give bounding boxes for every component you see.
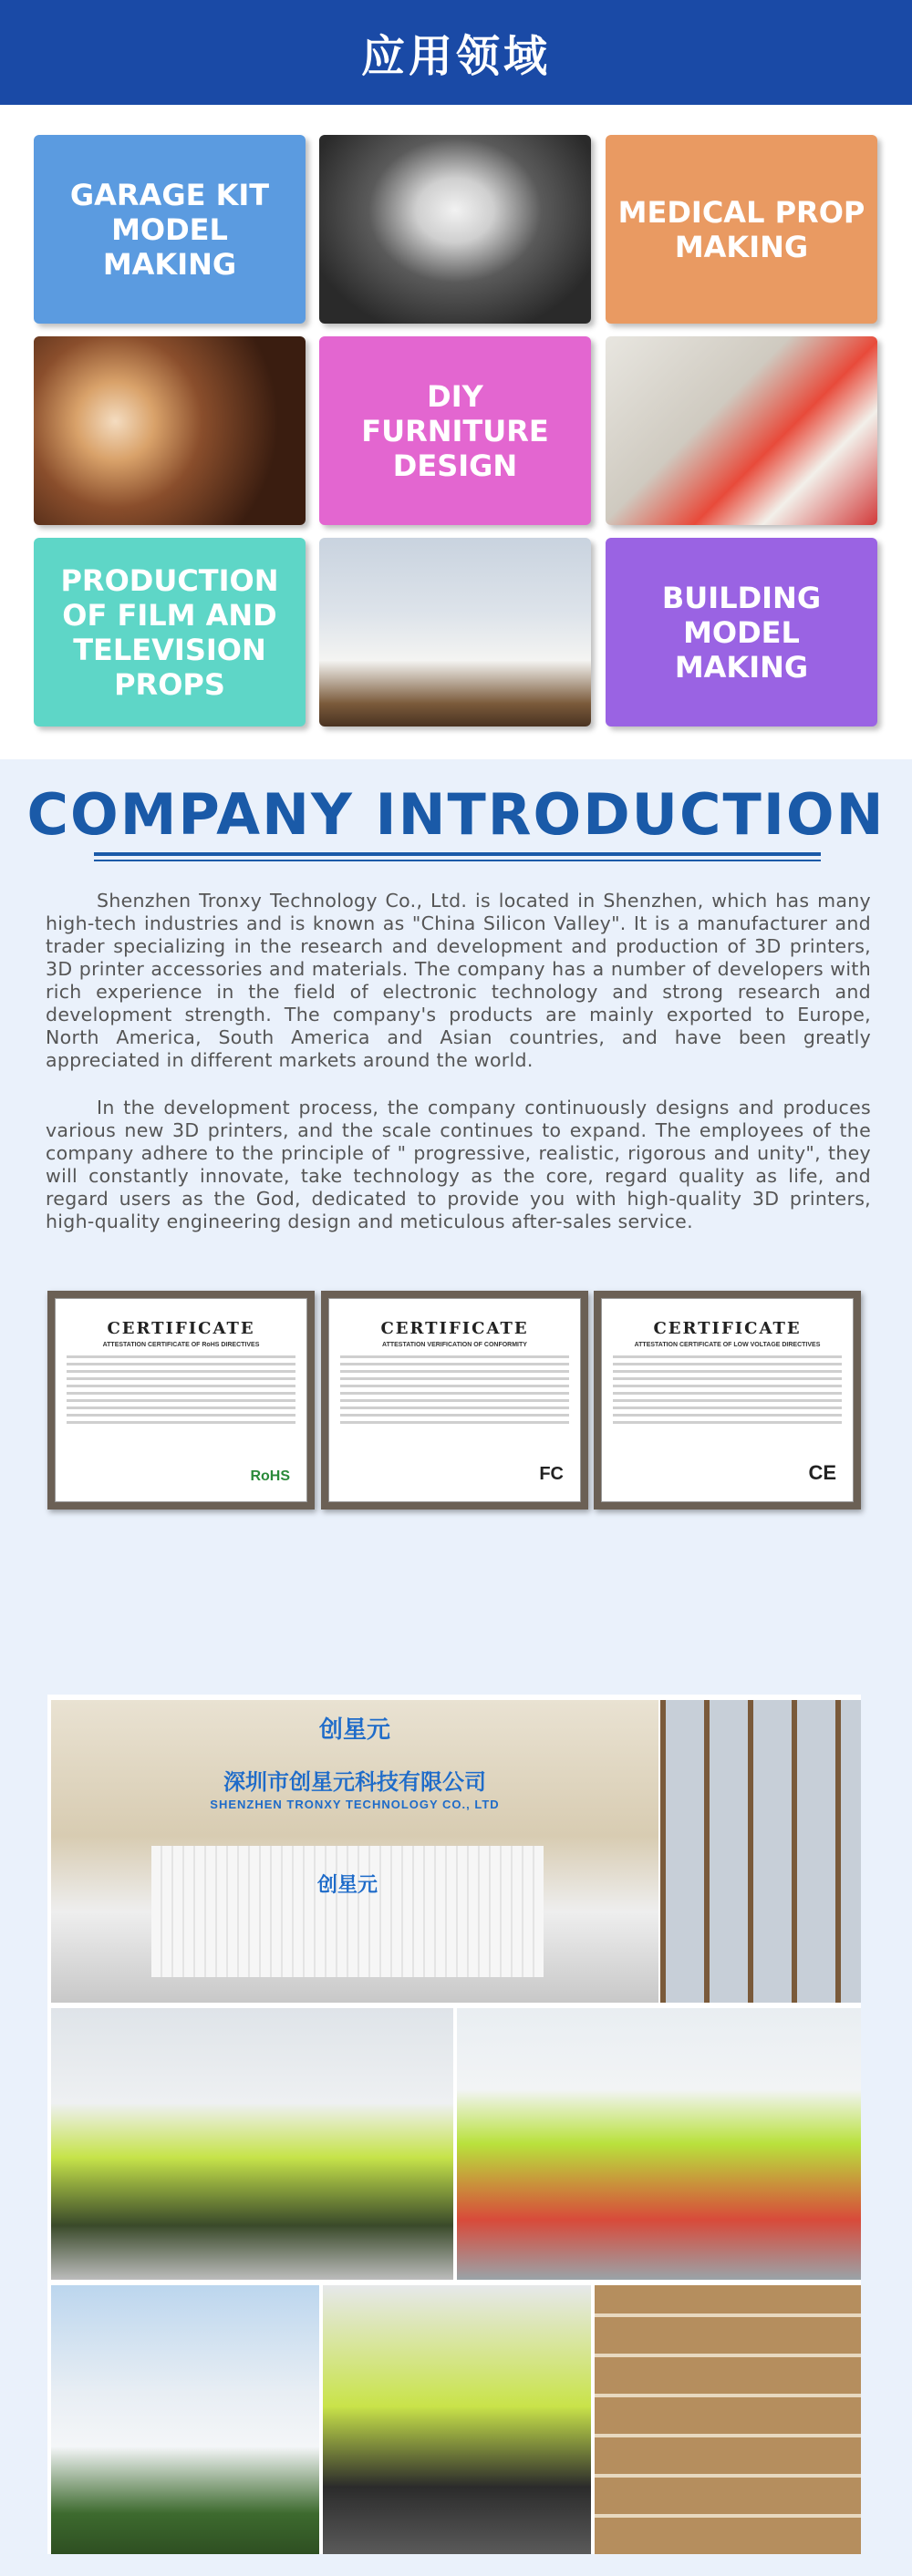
application-grid [34,135,878,726]
tile-label: BUILDING MODEL MAKING [661,580,822,685]
intro-paragraph-1: Shenzhen Tronxy Technology Co., Ltd. is located in Shenzhen, which has many high-tech industries and is known as "China Silicon Valley". It is a manufacturer and trader specializing in the research and development and production of 3D printers, 3D printer accessories and materials. The company has a number of developers with rich experience in the field of electronic technology and strong research and development strength. The company's products are mainly exported to Europe, North America, South America and Asian countries, and have been greatly appreciated in different markets around the world. [46,890,871,1071]
tile-garage-kit [34,135,306,324]
certificate-subtitle: ATTESTATION CERTIFICATE OF RoHS DIRECTIVES [102,1342,260,1348]
printer-lab-photo [457,2008,861,2280]
company-building-photo [51,2285,319,2554]
header-title: 应用领域 [360,31,551,82]
company-logo: 创星元 [318,1716,390,1744]
header-banner [0,0,912,105]
tile-label: GARAGE KIT MODEL MAKING [69,177,270,282]
company-heading: COMPANY INTRODUCTION [26,781,886,848]
certificate-ce [594,1291,861,1510]
certificate-rohs [47,1291,315,1510]
certificate-body [67,1355,295,1424]
batman-bust-photo [319,135,591,324]
reception-photo [51,1700,658,2003]
heading-underline [94,852,821,856]
tile-label: DIY FURNITURE DESIGN [361,378,549,483]
reception-sign [51,1764,658,1811]
tile-diy-furniture [319,336,591,525]
certificate-subtitle: ATTESTATION CERTIFICATE OF LOW VOLTAGE DIRECTIVES [634,1342,821,1348]
rohs-mark-icon: RoHS [250,1468,290,1484]
certificate-title: CERTIFICATE [380,1319,529,1338]
certificate-title: CERTIFICATE [653,1319,802,1338]
desk-logo: 创星元 [316,1873,378,1896]
reception-desk [151,1846,544,1977]
assembly-line-photo [323,2285,591,2554]
warehouse-boxes-photo [595,2285,861,2554]
certificate-title: CERTIFICATE [107,1319,255,1338]
heading-underline-thin [94,860,821,861]
tile-label: PRODUCTION OF FILM AND TELEVISION PROPS [60,562,279,702]
tile-building-model [606,538,877,726]
office-team-photo [51,2008,453,2280]
sign-chinese: 深圳市创星元科技有限公司 [223,1769,486,1795]
tile-film-props [34,538,306,726]
certificates [47,1291,861,1510]
fcc-mark-icon: FC [539,1464,564,1484]
certificate-wall-photo [660,1700,861,2003]
sign-english: SHENZHEN TRONXY TECHNOLOGY CO., LTD [210,1798,500,1811]
lamp-photo [34,336,306,525]
tile-label: MEDICAL PROP MAKING [617,194,865,264]
anatomy-models-photo [606,336,877,525]
intro-paragraph-2: In the development process, the company continuously designs and produces various new 3D printers, and the scale continues to expand. The employees of the company adhere to the principle of " progressive, realistic, rigorous and unity", they will constantly innovate, take technology as the core, regard quality as life, and regard users as the God, dedicated to provide you with high-quality 3D printers, high-quality engineering design and meticulous after-sales service. [46,1097,871,1232]
company-photo-mosaic [47,1695,861,2554]
ce-mark-icon: CE [808,1461,836,1484]
certificate-body [613,1355,842,1424]
tile-medical-prop [606,135,877,324]
certificate-fcc [321,1291,588,1510]
certificate-subtitle: ATTESTATION VERIFICATION OF CONFORMITY [382,1342,527,1348]
certificate-body [340,1355,569,1424]
company-section [0,759,912,2576]
castle-model-photo [319,538,591,726]
